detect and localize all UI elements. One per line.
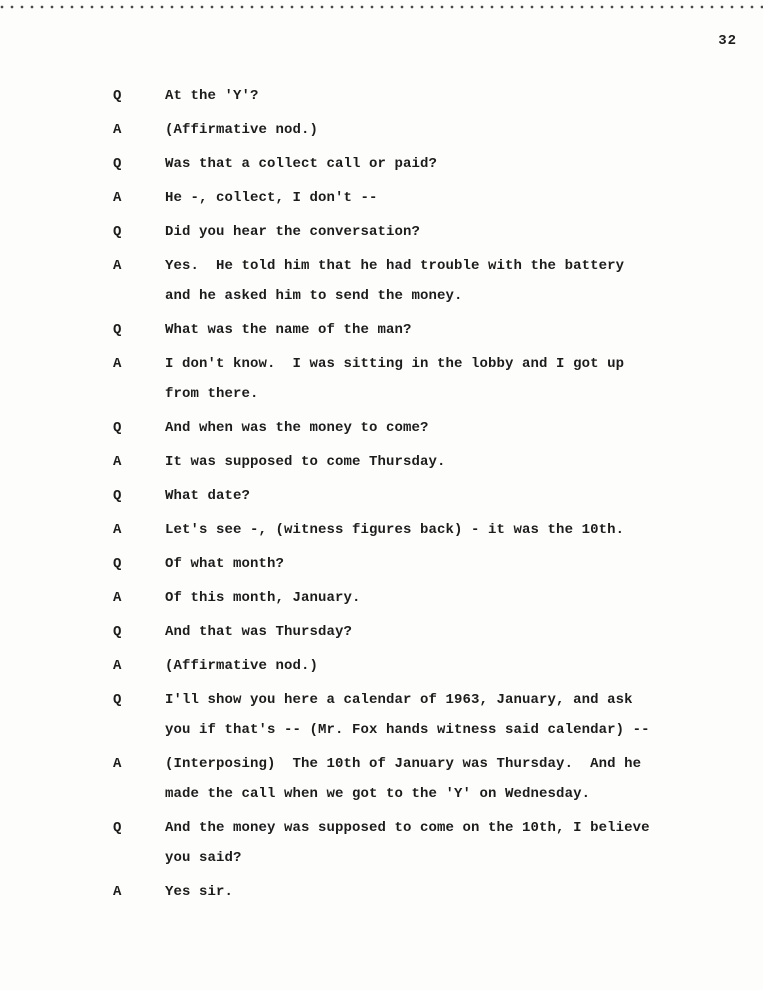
entry-text bbox=[165, 651, 743, 681]
speaker-label: Q bbox=[113, 156, 122, 172]
entry-line: I don't know. I was sitting in the lobby and I got up bbox=[165, 356, 625, 372]
entry-line: At the 'Y'? bbox=[165, 88, 259, 104]
qa-entry bbox=[113, 583, 743, 613]
speaker-label: Q bbox=[113, 820, 122, 836]
qa-entry bbox=[113, 115, 743, 145]
entry-text bbox=[165, 515, 743, 545]
qa-entry bbox=[113, 149, 743, 179]
perforated-edge bbox=[0, 5, 763, 10]
entry-text bbox=[165, 413, 743, 443]
qa-entry bbox=[113, 183, 743, 213]
entry-line: (Interposing) The 10th of January was Thursday. And he bbox=[165, 756, 642, 772]
entry-text bbox=[165, 749, 743, 809]
entry-text bbox=[165, 115, 743, 145]
qa-entry bbox=[113, 447, 743, 477]
speaker-label: Q bbox=[113, 322, 122, 338]
entry-line: (Affirmative nod.) bbox=[165, 658, 319, 674]
entry-line: (Affirmative nod.) bbox=[165, 122, 319, 138]
entry-text bbox=[165, 183, 743, 213]
speaker-label: A bbox=[113, 522, 122, 538]
entry-line: And when was the money to come? bbox=[165, 420, 429, 436]
entry-line: Of this month, January. bbox=[165, 590, 361, 606]
entry-line: Of what month? bbox=[165, 556, 285, 572]
entry-text bbox=[165, 349, 743, 409]
entry-line: What date? bbox=[165, 488, 251, 504]
qa-entry bbox=[113, 651, 743, 681]
qa-entry bbox=[113, 81, 743, 111]
speaker-label: Q bbox=[113, 624, 122, 640]
entry-text bbox=[165, 583, 743, 613]
speaker-label: A bbox=[113, 356, 122, 372]
qa-entry bbox=[113, 549, 743, 579]
entry-line: He -, collect, I don't -- bbox=[165, 190, 378, 206]
speaker-label: A bbox=[113, 590, 122, 606]
page-number: 32 bbox=[718, 33, 737, 49]
qa-entry bbox=[113, 349, 743, 409]
entry-line: What was the name of the man? bbox=[165, 322, 412, 338]
qa-entry bbox=[113, 749, 743, 809]
entry-text bbox=[165, 217, 743, 247]
entry-line: you if that's -- (Mr. Fox hands witness said calendar) -- bbox=[165, 722, 650, 738]
entry-line: Did you hear the conversation? bbox=[165, 224, 421, 240]
entry-line: from there. bbox=[165, 386, 259, 402]
speaker-label: Q bbox=[113, 556, 122, 572]
entry-line: Was that a collect call or paid? bbox=[165, 156, 438, 172]
qa-entry bbox=[113, 617, 743, 647]
qa-entry bbox=[113, 251, 743, 311]
entry-text bbox=[165, 481, 743, 511]
qa-entry bbox=[113, 217, 743, 247]
speaker-label: Q bbox=[113, 420, 122, 436]
entry-text bbox=[165, 685, 743, 745]
entry-text bbox=[165, 447, 743, 477]
entry-text bbox=[165, 315, 743, 345]
entry-text bbox=[165, 149, 743, 179]
qa-entry bbox=[113, 413, 743, 443]
entry-text bbox=[165, 813, 743, 873]
speaker-label: A bbox=[113, 258, 122, 274]
entry-text bbox=[165, 617, 743, 647]
speaker-label: A bbox=[113, 756, 122, 772]
speaker-label: Q bbox=[113, 488, 122, 504]
speaker-label: Q bbox=[113, 88, 122, 104]
entry-line: Yes. He told him that he had trouble with the battery bbox=[165, 258, 625, 274]
entry-text bbox=[165, 549, 743, 579]
speaker-label: A bbox=[113, 190, 122, 206]
qa-entry bbox=[113, 813, 743, 873]
entry-line: It was supposed to come Thursday. bbox=[165, 454, 446, 470]
speaker-label: Q bbox=[113, 224, 122, 240]
qa-entry bbox=[113, 515, 743, 545]
entry-line: made the call when we got to the 'Y' on Wednesday. bbox=[165, 786, 591, 802]
entry-line: you said? bbox=[165, 850, 242, 866]
entry-text bbox=[165, 81, 743, 111]
entry-line: And the money was supposed to come on the 10th, I believe bbox=[165, 820, 650, 836]
qa-entry bbox=[113, 685, 743, 745]
entry-text bbox=[165, 877, 743, 907]
speaker-label: A bbox=[113, 658, 122, 674]
entry-line: Let's see -, (witness figures back) - it was the 10th. bbox=[165, 522, 625, 538]
entry-line: and he asked him to send the money. bbox=[165, 288, 463, 304]
entry-line: I'll show you here a calendar of 1963, January, and ask bbox=[165, 692, 633, 708]
qa-entry bbox=[113, 877, 743, 907]
entry-line: Yes sir. bbox=[165, 884, 234, 900]
speaker-label: A bbox=[113, 454, 122, 470]
qa-entry bbox=[113, 315, 743, 345]
entry-text bbox=[165, 251, 743, 311]
qa-entry bbox=[113, 481, 743, 511]
speaker-label: Q bbox=[113, 692, 122, 708]
speaker-label: A bbox=[113, 122, 122, 138]
speaker-label: A bbox=[113, 884, 122, 900]
transcript-body bbox=[113, 81, 743, 911]
entry-line: And that was Thursday? bbox=[165, 624, 353, 640]
